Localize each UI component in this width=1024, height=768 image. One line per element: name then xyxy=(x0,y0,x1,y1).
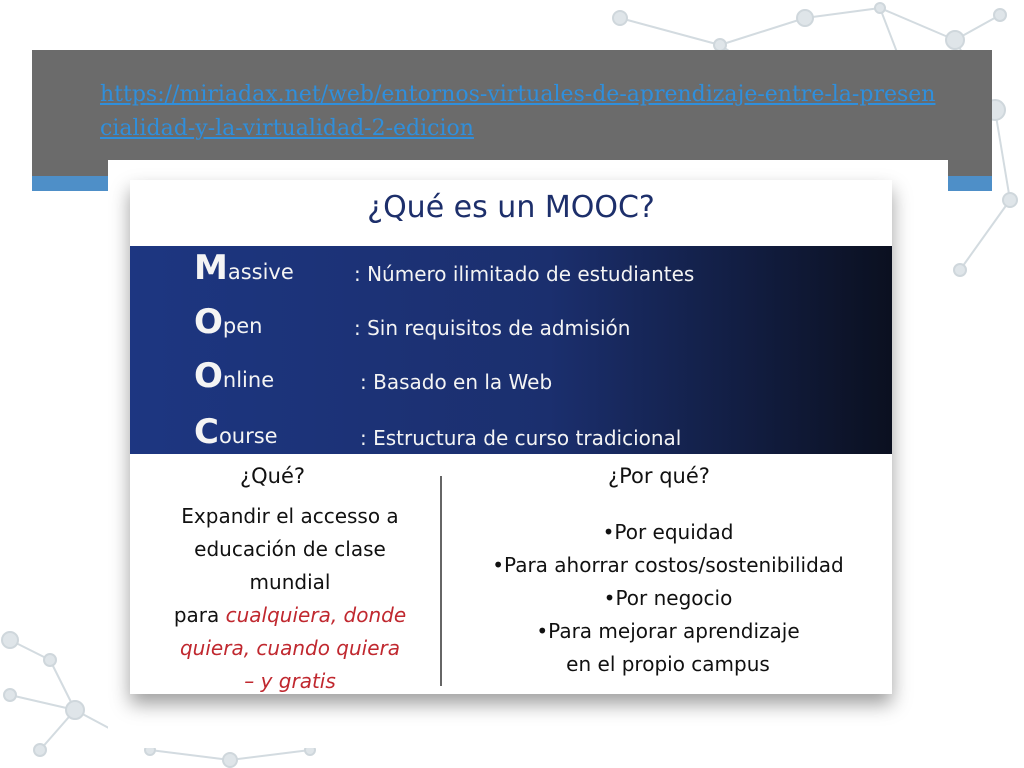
mooc-description: : Número ilimitado de estudiantes xyxy=(354,262,695,286)
que-highlight: cualquiera, donde xyxy=(225,603,407,627)
mooc-initial: O xyxy=(194,356,223,396)
mooc-term xyxy=(194,302,262,342)
mooc-description: : Estructura de curso tradicional xyxy=(360,426,682,450)
mooc-description: : Sin requisitos de admisión xyxy=(354,316,631,340)
mooc-term xyxy=(194,356,274,396)
column-divider xyxy=(440,476,442,686)
accent-bar-left xyxy=(32,176,108,191)
source-link[interactable]: https://miriadax.net/web/entornos-virtuales-de-aprendizaje-entre-la-presencialidad-y-la-virtualidad-2-edicion xyxy=(100,82,936,141)
que-highlight: quiera, cuando quiera xyxy=(179,636,401,660)
slide-title: ¿Qué es un MOOC? xyxy=(367,190,655,225)
mooc-slide-image xyxy=(130,180,892,694)
que-text xyxy=(140,500,440,698)
porque-item: en el propio campus xyxy=(566,652,770,676)
mooc-initial: C xyxy=(194,412,219,452)
mooc-description: : Basado en la Web xyxy=(360,370,553,394)
mooc-term-rest: pen xyxy=(222,314,263,338)
porque-item: •Por negocio xyxy=(603,586,733,610)
mooc-term-rest: ourse xyxy=(218,424,278,448)
que-line: Expandir el accesso a xyxy=(181,504,399,528)
porque-list xyxy=(448,516,888,681)
que-heading: ¿Qué? xyxy=(240,464,306,488)
que-highlight: – y gratis xyxy=(244,669,336,693)
que-line: mundial xyxy=(249,570,331,594)
mooc-initial: M xyxy=(194,248,228,288)
mooc-term xyxy=(194,412,278,452)
mooc-term-rest: nline xyxy=(222,368,275,392)
porque-item: •Para ahorrar costos/sostenibilidad xyxy=(492,553,844,577)
mooc-term-rest: assive xyxy=(227,260,294,284)
porque-item: •Por equidad xyxy=(602,520,734,544)
porque-item: •Para mejorar aprendizaje xyxy=(536,619,800,643)
que-line xyxy=(140,599,440,632)
accent-bar-right xyxy=(947,176,992,191)
que-line-prefix: para xyxy=(173,603,226,627)
mooc-initial: O xyxy=(194,302,223,342)
porque-heading: ¿Por qué? xyxy=(608,464,710,488)
mooc-term xyxy=(194,248,294,288)
que-line: educación de clase xyxy=(194,537,386,561)
mooc-acronym-panel xyxy=(130,246,892,454)
